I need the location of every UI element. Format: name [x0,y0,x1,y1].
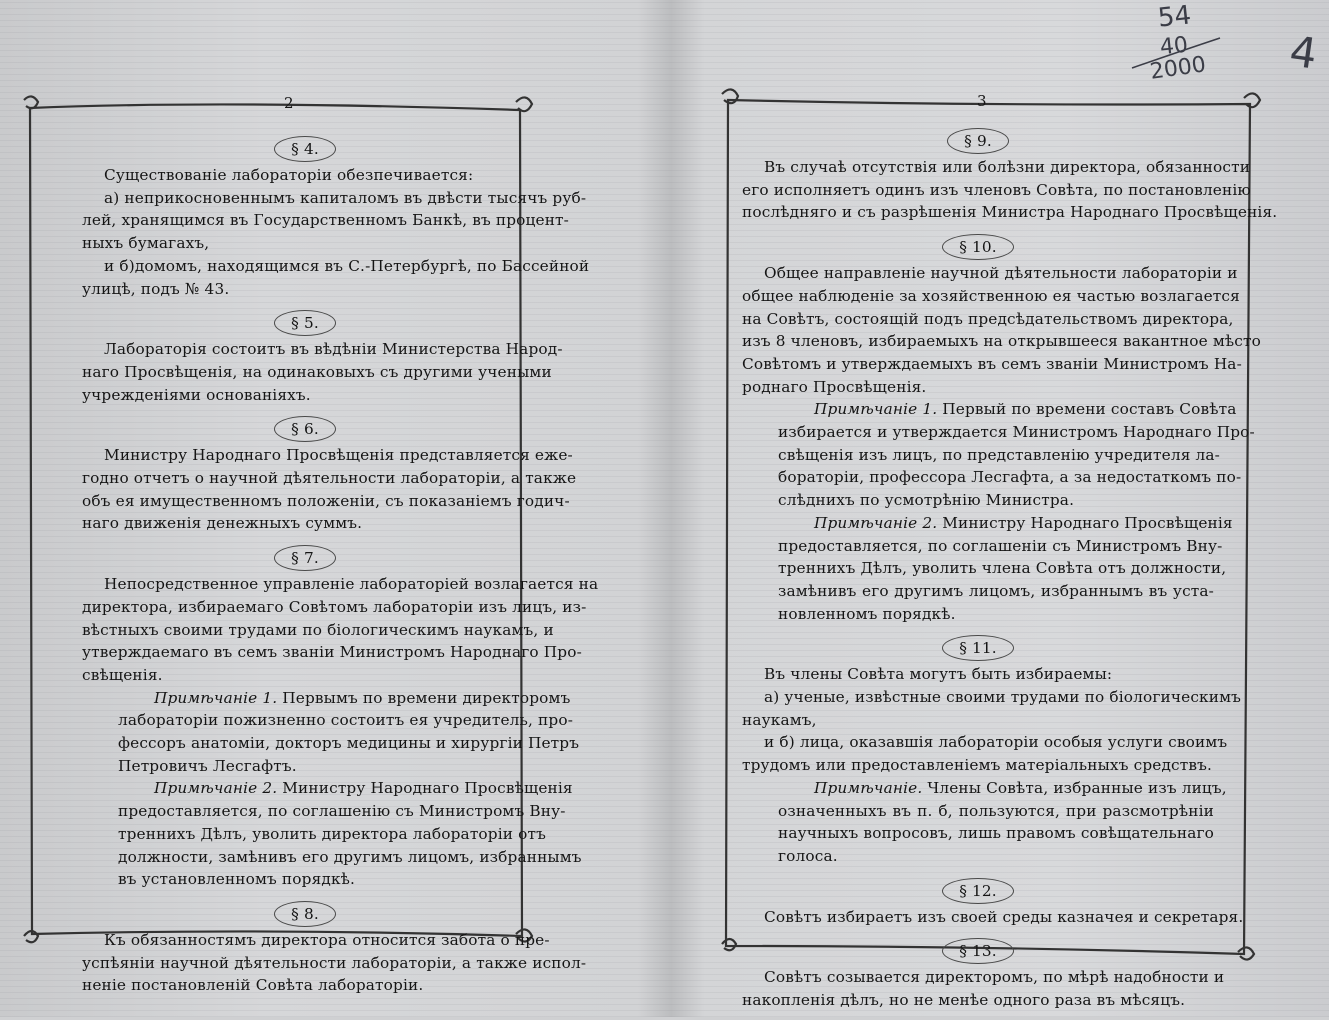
text-line [742,777,1227,800]
text-line [82,384,528,407]
line-text: Министру Народнаго Просвѣщенія представляется еже- [104,446,573,465]
line-text: утверждаемаго въ семъ званіи Министромъ Народнаго Про- [82,643,582,662]
text-line [82,255,590,278]
line-text: накопленія дѣлъ, но не менѣе одного раза въ мѣсяцъ. [742,991,1186,1010]
line-text: научныхъ вопросовъ, лишь правомъ совѣщательнаго [778,824,1214,843]
line-text: голоса. [778,846,838,865]
line-text: трудомъ или предоставленіемъ матеріальныхъ средствъ. [742,756,1213,775]
text-line [82,361,552,384]
section-heading [742,126,1214,156]
text-line [82,619,554,642]
note-label: Примѣчаніе 2. [154,779,278,798]
text-line [742,686,1242,709]
text-line [742,489,1214,512]
line-text: Существованіе лабораторіи обезпечивается: [104,166,474,184]
line-text: послѣдняго и съ разрѣшенія Министра Народнаго Просвѣщенія. [742,203,1278,222]
line-text: общее наблюденіе за хозяйственною ея частью возлагается [742,286,1240,305]
line-text: вѣстныхъ своими трудами по біологическимъ наукамъ, и [82,620,554,639]
line-text: означенныхъ въ п. б, пользуются, при разсмотрѣніи [778,801,1214,820]
text-line [742,285,1240,308]
line-text: объ ея имущественномъ положеніи, съ показаніемъ годич- [82,491,570,510]
section-number: § 6. [274,416,336,442]
section-number: § 5. [274,310,336,336]
text-line [742,156,1251,179]
line-text: лабораторіи пожизненно состоитъ ея учредитель, про- [118,711,574,730]
text-line [742,580,1214,603]
section-number: § 10. [942,234,1014,260]
section-number: § 8. [274,901,336,927]
line-text: Общее направленіе научной дѣятельности лабораторіи и [764,264,1238,283]
line-text: Первый по времени составъ Совѣта [937,400,1237,419]
section-number: § 13. [942,938,1014,964]
line-text: Совѣтъ созывается директоромъ, по мѣрѣ надобности и [764,968,1225,987]
section-heading [742,633,1214,663]
section-heading [82,414,528,444]
section-number: § 11. [942,635,1014,661]
line-text: наукамъ, [742,710,817,729]
text-line [82,868,528,891]
line-text: Первымъ по времени директоромъ [277,688,571,707]
text-line [82,800,566,823]
text-line [742,989,1214,1012]
text-line [82,467,577,490]
line-text: успѣяніи научной дѣятельности лабораторіи, а также испол- [82,953,587,972]
pencil-note-bottom: 2000 [1148,52,1208,85]
section-heading [742,876,1214,906]
line-text: новленномъ порядкѣ. [778,604,956,623]
text-line [82,709,574,732]
text-line [742,330,1261,353]
section-number: § 12. [942,878,1014,904]
text-line [742,308,1234,331]
section-heading [82,308,528,338]
text-line [742,466,1242,489]
text-line [742,603,1214,626]
line-text: въ установленномъ порядкѣ. [118,870,356,889]
line-text: фессоръ анатоміи, докторъ медицины и хирургіи Петръ [118,734,580,753]
line-text: Въ случаѣ отсутствія или болѣзни директора, обязанности [764,158,1251,176]
line-text: неніе постановленій Совѣта лабораторіи. [82,976,424,995]
text-line [742,179,1251,202]
text-line [82,338,563,361]
line-text: предоставляется, по соглашеніи съ Министромъ Вну- [778,536,1223,555]
page-number: 3 [977,92,987,110]
line-text: а) неприкосновеннымъ капиталомъ въ двѣсти тысячъ руб- [104,188,587,207]
text-line [742,731,1228,754]
text-line [742,663,1214,686]
line-text: свѣщенія. [82,665,163,684]
line-text: избирается и утверждается Министромъ Народнаго Про- [778,423,1255,442]
text-line [82,490,570,513]
line-text: роднаго Просвѣщенія. [742,377,927,396]
line-text: на Совѣтъ, состоящій подъ предсѣдательствомъ директора, [742,309,1234,328]
text-line [742,845,1214,868]
text-line [82,732,580,755]
text-line [82,777,573,800]
text-line [82,232,528,255]
text-line [82,278,528,301]
left-page-body [82,134,599,1005]
pencil-corner-mark: 4 [1286,26,1321,79]
text-line [742,262,1238,285]
note-label: Примѣчаніе 2. [814,513,938,532]
line-text: бораторіи, профессора Лесгафта, а за недостаткомъ по- [778,468,1242,487]
pencil-note-mid: 40 [1158,32,1190,61]
text-line [82,823,546,846]
section-heading [82,543,528,573]
text-line [82,641,582,664]
text-line [742,201,1278,224]
text-line [742,421,1255,444]
section-heading [742,936,1214,966]
line-text: должности, замѣнивъ его другимъ лицомъ, избраннымъ [118,847,582,866]
line-text: Члены Совѣта, избранные изъ лицъ, [922,778,1227,797]
note-label: Примѣчаніе 1. [154,688,278,707]
section-heading [82,134,528,164]
line-text: лей, хранящимся въ Государственномъ Банкѣ, въ процент- [82,211,569,230]
text-line [742,966,1225,989]
text-line [82,596,587,619]
text-line [82,687,571,710]
line-text: слѣднихъ по усмотрѣнію Министра. [778,491,1075,510]
line-text: ныхъ бумагахъ, [82,234,210,253]
text-line [742,398,1237,421]
line-text: замѣнивъ его другимъ лицомъ, избраннымъ въ уста- [778,581,1214,600]
line-text: треннихъ Дѣлъ, уволить члена Совѣта отъ должности, [778,559,1227,578]
line-text: Совѣтъ избираетъ изъ своей среды казначея и секретаря. [764,907,1244,926]
line-text: улицѣ, подъ № 43. [82,279,230,298]
text-line [82,664,528,687]
page-number: 2 [284,94,294,112]
text-line [742,800,1214,823]
section-number: § 7. [274,545,336,571]
text-line [742,376,1214,399]
line-text: Къ обязанностямъ директора относится забота о пре- [104,930,550,949]
line-text: а) ученые, извѣстные своими трудами по біологическимъ [764,688,1242,707]
text-line [742,444,1220,467]
pencil-note-top: 54 [1156,0,1193,34]
line-text: свѣщенія изъ лицъ, по представленію учредителя ла- [778,445,1220,464]
line-text: Лабораторія состоитъ въ вѣдѣніи Министерства Народ- [104,340,563,359]
text-line [742,353,1242,376]
line-text: Непосредственное управленіе лабораторіей возлагается на [104,575,599,594]
text-line [742,754,1214,777]
text-line [82,573,599,596]
text-line [82,187,587,210]
text-line [82,444,573,467]
text-line [82,929,550,952]
section-heading [82,899,528,929]
text-line [82,164,528,187]
line-text: и б) лица, оказавшія лабораторіи особыя услуги своимъ [764,733,1228,752]
line-text: Совѣтомъ и утверждаемыхъ въ семъ званіи Министромъ На- [742,354,1242,373]
text-line [82,974,528,997]
line-text: Въ члены Совѣта могутъ быть избираемы: [764,665,1113,684]
right-page [722,88,1278,1010]
text-line [82,209,569,232]
section-heading [742,232,1214,262]
section-number: § 9. [947,128,1009,154]
text-line [742,822,1214,845]
text-line [742,709,1214,732]
line-text: его исполняетъ одинъ изъ членовъ Совѣта, по постановленію [742,180,1251,199]
line-text: директора, избираемаго Совѣтомъ лабораторіи изъ лицъ, из- [82,597,587,616]
line-text: и б)домомъ, находящимся въ С.-Петербургѣ, по Бассейной [104,256,590,275]
text-line [82,846,582,869]
text-line [82,952,587,975]
section-number: § 4. [274,136,336,162]
text-line [742,906,1244,929]
line-text: наго движенія денежныхъ суммъ. [82,514,363,533]
line-text: треннихъ Дѣлъ, уволить директора лабораторіи отъ [118,824,546,843]
line-text: Министру Народнаго Просвѣщенія [937,513,1233,532]
line-text: учрежденіями основаніяхъ. [82,385,311,404]
line-text: Министру Народнаго Просвѣщенія [277,779,573,798]
note-label: Примѣчаніе 1. [814,400,938,419]
text-line [742,535,1223,558]
left-page [22,90,599,995]
text-line [82,755,528,778]
line-text: предоставляется, по соглашенію съ Министромъ Вну- [118,802,566,821]
line-text: наго Просвѣщенія, на одинаковыхъ съ другими учеными [82,362,552,381]
line-text: годно отчетъ о научной дѣятельности лабораторіи, а также [82,469,577,488]
line-text: изъ 8 членовъ, избираемыхъ на открывшееся вакантное мѣсто [742,332,1261,351]
text-line [742,557,1227,580]
right-page-body [742,126,1278,1020]
line-text: Петровичъ Лесгафтъ. [118,756,297,775]
text-line [82,512,528,535]
note-label: Примѣчаніе. [814,778,923,797]
text-line [742,512,1233,535]
